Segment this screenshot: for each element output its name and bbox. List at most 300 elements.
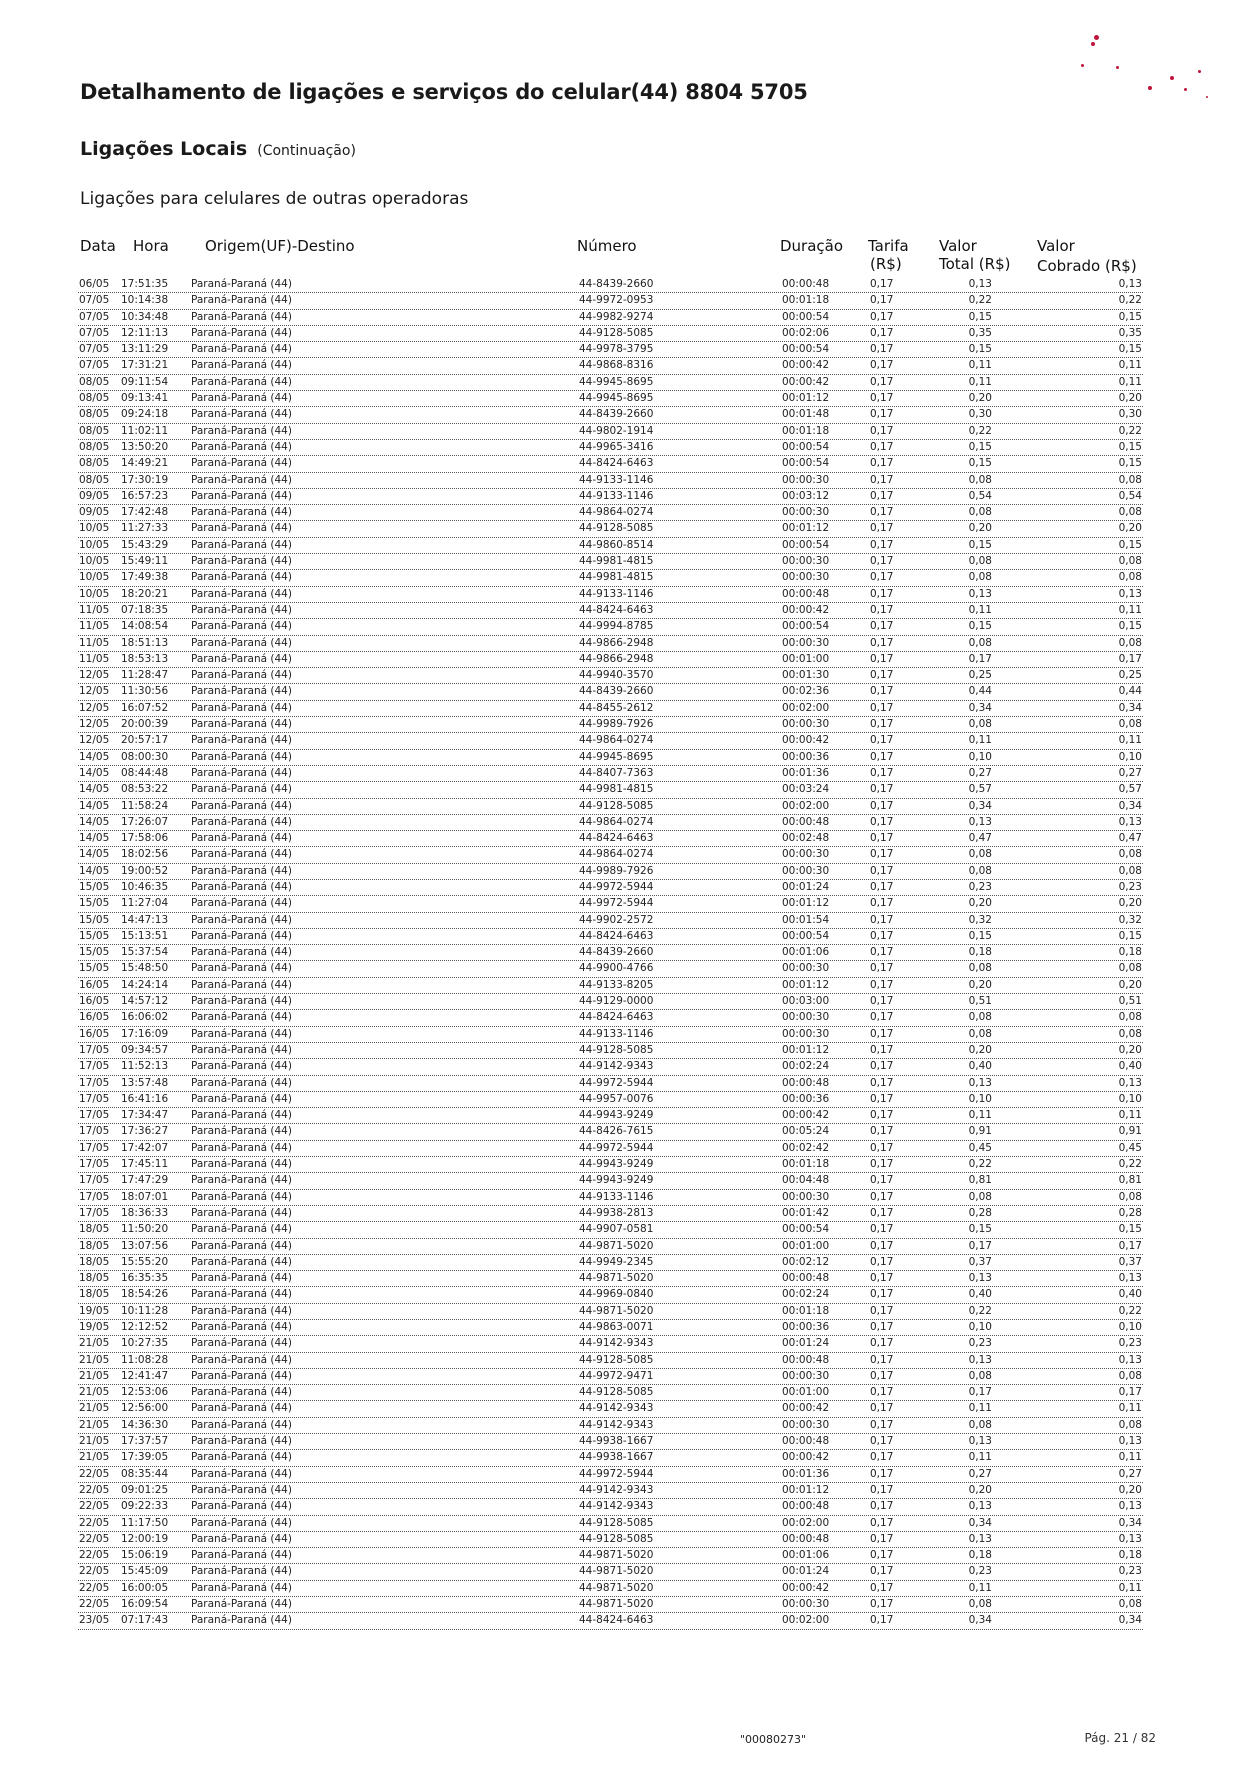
cell-tarifa: 0,17: [870, 1109, 894, 1122]
cell-tarifa: 0,17: [870, 848, 894, 861]
cell-data: 22/05: [79, 1516, 110, 1529]
cell-hora: 16:41:16: [121, 1092, 169, 1105]
cell-data: 21/05: [79, 1402, 110, 1415]
cell-origem-destino: Paraná-Paraná (44): [191, 978, 292, 991]
cell-origem-destino: Paraná-Paraná (44): [191, 587, 292, 600]
cell-data: 11/05: [79, 636, 110, 649]
cell-hora: 08:53:22: [121, 783, 169, 796]
cell-valor-total: 0,11: [968, 359, 992, 372]
table-row: [78, 424, 1143, 440]
cell-duracao: 00:01:42: [782, 1206, 830, 1219]
cell-duracao: 00:01:36: [782, 1467, 830, 1480]
cell-valor-total: 0,17: [968, 1386, 992, 1399]
cell-valor-total: 0,13: [968, 278, 992, 290]
cell-data: 23/05: [79, 1614, 110, 1627]
table-row: [78, 1418, 1143, 1434]
cell-valor-cobrado: 0,15: [1118, 343, 1142, 356]
cell-duracao: 00:00:30: [782, 1011, 830, 1024]
header-duracao: Duração: [780, 237, 844, 255]
cell-origem-destino: Paraná-Paraná (44): [191, 359, 292, 372]
cell-duracao: 00:00:48: [782, 587, 830, 600]
cell-data: 08/05: [79, 473, 110, 486]
cell-valor-cobrado: 0,15: [1118, 1223, 1142, 1236]
cell-origem-destino: Paraná-Paraná (44): [191, 538, 292, 551]
cell-numero: 44-9863-0071: [579, 1321, 654, 1333]
cell-numero: 44-9860-8514: [579, 538, 654, 551]
cell-valor-total: 0,08: [968, 962, 992, 975]
cell-data: 07/05: [79, 343, 110, 356]
cell-valor-total: 0,15: [968, 620, 992, 633]
cell-data: 16/05: [79, 1011, 110, 1024]
cell-valor-total: 0,10: [968, 1092, 992, 1105]
cell-data: 22/05: [79, 1581, 110, 1594]
cell-valor-cobrado: 0,13: [1118, 815, 1142, 828]
table-row: [78, 652, 1143, 668]
cell-data: 22/05: [79, 1565, 110, 1578]
cell-tarifa: 0,17: [870, 1435, 894, 1448]
cell-tarifa: 0,17: [870, 995, 894, 1008]
table-row: [78, 1369, 1143, 1385]
cell-numero: 44-9868-8316: [579, 359, 654, 372]
cell-duracao: 00:00:48: [782, 1500, 830, 1513]
cell-valor-total: 0,11: [968, 1581, 992, 1594]
cell-hora: 11:02:11: [121, 424, 169, 437]
cell-valor-cobrado: 0,08: [1118, 571, 1142, 584]
cell-numero: 44-9945-8695: [579, 392, 654, 405]
cell-numero: 44-8424-6463: [579, 1011, 654, 1024]
table-row: [78, 1076, 1143, 1092]
header-valor-cobrado: [1037, 237, 1137, 275]
table-row: [78, 945, 1143, 961]
cell-hora: 17:39:05: [121, 1451, 169, 1464]
cell-duracao: 00:01:24: [782, 880, 830, 893]
cell-duracao: 00:01:18: [782, 424, 830, 437]
cell-hora: 15:43:29: [121, 538, 169, 551]
cell-origem-destino: Paraná-Paraná (44): [191, 815, 292, 828]
cell-duracao: 00:00:30: [782, 473, 830, 486]
cell-data: 16/05: [79, 1027, 110, 1040]
cell-tarifa: 0,17: [870, 750, 894, 763]
cell-hora: 18:36:33: [121, 1206, 169, 1219]
cell-valor-cobrado: 0,20: [1118, 897, 1142, 910]
cell-valor-cobrado: 0,20: [1118, 522, 1142, 535]
cell-data: 08/05: [79, 424, 110, 437]
cell-tarifa: 0,17: [870, 571, 894, 584]
cell-tarifa: 0,17: [870, 1043, 894, 1056]
cell-duracao: 00:02:06: [782, 326, 830, 339]
cell-numero: 44-9972-0953: [579, 294, 654, 307]
cell-origem-destino: Paraná-Paraná (44): [191, 1109, 292, 1122]
cell-numero: 44-9133-8205: [579, 978, 654, 991]
cell-data: 17/05: [79, 1125, 110, 1138]
cell-valor-cobrado: 0,23: [1118, 1337, 1142, 1350]
cell-valor-cobrado: 0,11: [1118, 734, 1142, 747]
cell-duracao: 00:00:42: [782, 1109, 830, 1122]
cell-numero: 44-9900-4766: [579, 962, 654, 975]
cell-hora: 17:45:11: [121, 1158, 169, 1171]
cell-origem-destino: Paraná-Paraná (44): [191, 1369, 292, 1382]
cell-duracao: 00:00:42: [782, 1451, 830, 1464]
cell-valor-total: 0,30: [968, 408, 992, 421]
cell-origem-destino: Paraná-Paraná (44): [191, 506, 292, 519]
cell-origem-destino: Paraná-Paraná (44): [191, 1092, 292, 1105]
cell-numero: 44-9969-0840: [579, 1288, 654, 1301]
cell-tarifa: 0,17: [870, 1304, 894, 1317]
decorative-dot: [1206, 96, 1208, 98]
cell-valor-total: 0,91: [968, 1125, 992, 1138]
cell-numero: 44-8424-6463: [579, 929, 654, 942]
table-row: [78, 1255, 1143, 1271]
cell-valor-total: 0,22: [968, 1304, 992, 1317]
cell-tarifa: 0,17: [870, 734, 894, 747]
cell-valor-cobrado: 0,35: [1118, 326, 1142, 339]
cell-origem-destino: Paraná-Paraná (44): [191, 1141, 292, 1154]
cell-numero: 44-9945-8695: [579, 375, 654, 388]
cell-valor-total: 0,20: [968, 978, 992, 991]
cell-numero: 44-9981-4815: [579, 571, 654, 584]
header-valor-total-label: Valor: [939, 237, 977, 255]
table-row: [78, 1222, 1143, 1238]
cell-valor-total: 0,44: [968, 685, 992, 698]
table-row: [78, 1190, 1143, 1206]
table-row: [78, 1092, 1143, 1108]
cell-origem-destino: Paraná-Paraná (44): [191, 766, 292, 779]
cell-data: 15/05: [79, 946, 110, 959]
cell-duracao: 00:01:18: [782, 294, 830, 307]
cell-tarifa: 0,17: [870, 718, 894, 731]
cell-duracao: 00:00:42: [782, 1581, 830, 1594]
cell-duracao: 00:02:00: [782, 701, 830, 714]
cell-origem-destino: Paraná-Paraná (44): [191, 636, 292, 649]
cell-numero: 44-9128-5085: [579, 1353, 654, 1366]
cell-duracao: 00:02:12: [782, 1255, 830, 1268]
cell-valor-cobrado: 0,17: [1118, 1239, 1142, 1252]
cell-data: 22/05: [79, 1598, 110, 1611]
cell-duracao: 00:00:54: [782, 343, 830, 356]
cell-hora: 15:37:54: [121, 946, 169, 959]
cell-valor-total: 0,17: [968, 652, 992, 665]
table-row: [78, 1564, 1143, 1580]
cell-numero: 44-9142-9343: [579, 1418, 654, 1431]
table-row: [78, 636, 1143, 652]
cell-hora: 09:13:41: [121, 392, 169, 405]
cell-origem-destino: Paraná-Paraná (44): [191, 750, 292, 763]
cell-numero: 44-9133-1146: [579, 587, 654, 600]
cell-origem-destino: Paraná-Paraná (44): [191, 1549, 292, 1562]
cell-valor-cobrado: 0,08: [1118, 1027, 1142, 1040]
table-row: [78, 375, 1143, 391]
table-row: [78, 701, 1143, 717]
cell-data: 18/05: [79, 1255, 110, 1268]
cell-tarifa: 0,17: [870, 1174, 894, 1187]
cell-tarifa: 0,17: [870, 375, 894, 388]
cell-hora: 14:49:21: [121, 457, 169, 470]
cell-numero: 44-9142-9343: [579, 1337, 654, 1350]
cell-tarifa: 0,17: [870, 1011, 894, 1024]
cell-valor-total: 0,10: [968, 750, 992, 763]
cell-valor-total: 0,20: [968, 897, 992, 910]
cell-valor-cobrado: 0,08: [1118, 848, 1142, 861]
header-tarifa-unit: (R$): [870, 255, 902, 273]
table-row: [78, 456, 1143, 472]
calls-table: [78, 277, 1143, 1630]
cell-duracao: 00:00:48: [782, 1532, 830, 1545]
cell-data: 14/05: [79, 848, 110, 861]
cell-origem-destino: Paraná-Paraná (44): [191, 652, 292, 665]
cell-tarifa: 0,17: [870, 1239, 894, 1252]
cell-duracao: 00:00:48: [782, 815, 830, 828]
table-row: [78, 847, 1143, 863]
cell-valor-total: 0,13: [968, 1353, 992, 1366]
cell-duracao: 00:00:30: [782, 1027, 830, 1040]
cell-numero: 44-9972-5944: [579, 1141, 654, 1154]
cell-hora: 11:27:33: [121, 522, 169, 535]
cell-duracao: 00:03:00: [782, 995, 830, 1008]
table-row: [78, 717, 1143, 733]
cell-tarifa: 0,17: [870, 897, 894, 910]
cell-valor-total: 0,34: [968, 1516, 992, 1529]
cell-valor-total: 0,20: [968, 392, 992, 405]
cell-data: 08/05: [79, 440, 110, 453]
cell-hora: 17:30:19: [121, 473, 169, 486]
table-row: [78, 538, 1143, 554]
cell-numero: 44-9978-3795: [579, 343, 654, 356]
decorative-dot: [1198, 70, 1201, 73]
cell-data: 22/05: [79, 1549, 110, 1562]
cell-valor-total: 0,25: [968, 669, 992, 682]
cell-data: 15/05: [79, 897, 110, 910]
cell-duracao: 00:01:48: [782, 408, 830, 421]
table-row: [78, 277, 1143, 293]
cell-hora: 08:44:48: [121, 766, 169, 779]
cell-duracao: 00:00:30: [782, 1418, 830, 1431]
cell-origem-destino: Paraná-Paraná (44): [191, 1255, 292, 1268]
cell-hora: 16:07:52: [121, 701, 169, 714]
cell-valor-total: 0,13: [968, 587, 992, 600]
cell-tarifa: 0,17: [870, 1402, 894, 1415]
cell-data: 08/05: [79, 392, 110, 405]
cell-valor-total: 0,15: [968, 440, 992, 453]
cell-origem-destino: Paraná-Paraná (44): [191, 1190, 292, 1203]
cell-valor-total: 0,15: [968, 457, 992, 470]
cell-data: 14/05: [79, 783, 110, 796]
cell-data: 17/05: [79, 1043, 110, 1056]
cell-hora: 11:28:47: [121, 669, 169, 682]
cell-duracao: 00:01:06: [782, 946, 830, 959]
cell-duracao: 00:00:30: [782, 864, 830, 877]
cell-valor-cobrado: 0,18: [1118, 946, 1142, 959]
table-row: [78, 1206, 1143, 1222]
cell-numero: 44-8424-6463: [579, 457, 654, 470]
cell-origem-destino: Paraná-Paraná (44): [191, 1435, 292, 1448]
cell-valor-total: 0,08: [968, 1011, 992, 1024]
cell-tarifa: 0,17: [870, 278, 894, 290]
cell-valor-total: 0,13: [968, 1076, 992, 1089]
cell-data: 14/05: [79, 750, 110, 763]
cell-valor-total: 0,11: [968, 734, 992, 747]
cell-data: 11/05: [79, 652, 110, 665]
cell-valor-cobrado: 0,34: [1118, 1516, 1142, 1529]
cell-data: 22/05: [79, 1500, 110, 1513]
cell-tarifa: 0,17: [870, 294, 894, 307]
cell-valor-total: 0,18: [968, 1549, 992, 1562]
cell-tarifa: 0,17: [870, 1451, 894, 1464]
cell-duracao: 00:00:42: [782, 734, 830, 747]
cell-duracao: 00:01:12: [782, 1483, 830, 1496]
cell-valor-total: 0,34: [968, 1614, 992, 1627]
cell-valor-total: 0,10: [968, 1321, 992, 1333]
cell-valor-total: 0,15: [968, 343, 992, 356]
cell-numero: 44-9943-9249: [579, 1174, 654, 1187]
cell-valor-total: 0,34: [968, 799, 992, 812]
cell-duracao: 00:00:36: [782, 750, 830, 763]
table-row: [78, 1108, 1143, 1124]
cell-origem-destino: Paraná-Paraná (44): [191, 1223, 292, 1236]
cell-numero: 44-9972-5944: [579, 1076, 654, 1089]
cell-valor-cobrado: 0,15: [1118, 440, 1142, 453]
header-tarifa: [868, 237, 909, 273]
cell-valor-total: 0,11: [968, 1109, 992, 1122]
cell-valor-cobrado: 0,54: [1118, 489, 1142, 502]
cell-tarifa: 0,17: [870, 1516, 894, 1529]
cell-valor-total: 0,08: [968, 848, 992, 861]
cell-hora: 17:47:29: [121, 1174, 169, 1187]
cell-valor-cobrado: 0,25: [1118, 669, 1142, 682]
cell-duracao: 00:01:24: [782, 1565, 830, 1578]
cell-valor-cobrado: 0,40: [1118, 1060, 1142, 1073]
cell-data: 08/05: [79, 457, 110, 470]
cell-valor-cobrado: 0,08: [1118, 962, 1142, 975]
cell-tarifa: 0,17: [870, 620, 894, 633]
cell-valor-cobrado: 0,13: [1118, 1272, 1142, 1285]
cell-tarifa: 0,17: [870, 522, 894, 535]
cell-tarifa: 0,17: [870, 603, 894, 616]
decorative-dot: [1184, 88, 1187, 91]
cell-duracao: 00:00:42: [782, 375, 830, 388]
table-row: [78, 521, 1143, 537]
cell-origem-destino: Paraná-Paraná (44): [191, 1174, 292, 1187]
cell-hora: 20:57:17: [121, 734, 169, 747]
table-row: [78, 310, 1143, 326]
cell-data: 16/05: [79, 995, 110, 1008]
table-row: [78, 1043, 1143, 1059]
cell-valor-total: 0,23: [968, 1565, 992, 1578]
cell-origem-destino: Paraná-Paraná (44): [191, 1011, 292, 1024]
cell-valor-cobrado: 0,57: [1118, 783, 1142, 796]
cell-hora: 15:48:50: [121, 962, 169, 975]
cell-numero: 44-9972-5944: [579, 1467, 654, 1480]
cell-origem-destino: Paraná-Paraná (44): [191, 326, 292, 339]
cell-valor-total: 0,18: [968, 946, 992, 959]
cell-valor-cobrado: 0,13: [1118, 587, 1142, 600]
cell-duracao: 00:01:12: [782, 978, 830, 991]
cell-hora: 10:34:48: [121, 310, 169, 323]
cell-valor-total: 0,23: [968, 880, 992, 893]
cell-data: 10/05: [79, 555, 110, 568]
cell-valor-cobrado: 0,15: [1118, 457, 1142, 470]
cell-tarifa: 0,17: [870, 1614, 894, 1627]
cell-tarifa: 0,17: [870, 1076, 894, 1089]
cell-valor-cobrado: 0,13: [1118, 1353, 1142, 1366]
cell-tarifa: 0,17: [870, 1255, 894, 1268]
cell-valor-cobrado: 0,11: [1118, 1109, 1142, 1122]
cell-hora: 09:34:57: [121, 1043, 169, 1056]
cell-origem-destino: Paraná-Paraná (44): [191, 913, 292, 926]
table-row: [78, 1304, 1143, 1320]
cell-valor-total: 0,40: [968, 1060, 992, 1073]
cell-duracao: 00:00:30: [782, 571, 830, 584]
cell-valor-cobrado: 0,22: [1118, 1304, 1142, 1317]
cell-origem-destino: Paraná-Paraná (44): [191, 555, 292, 568]
cell-origem-destino: Paraná-Paraná (44): [191, 522, 292, 535]
cell-origem-destino: Paraná-Paraná (44): [191, 1565, 292, 1578]
cell-numero: 44-9128-5085: [579, 1043, 654, 1056]
cell-duracao: 00:00:30: [782, 1598, 830, 1611]
table-row: [78, 1532, 1143, 1548]
cell-tarifa: 0,17: [870, 685, 894, 698]
cell-valor-cobrado: 0,08: [1118, 1369, 1142, 1382]
cell-origem-destino: Paraná-Paraná (44): [191, 1516, 292, 1529]
cell-tarifa: 0,17: [870, 1581, 894, 1594]
cell-valor-cobrado: 0,32: [1118, 913, 1142, 926]
section-subtitle: (Continuação): [257, 143, 356, 159]
cell-hora: 11:08:28: [121, 1353, 169, 1366]
cell-valor-total: 0,27: [968, 766, 992, 779]
cell-origem-destino: Paraná-Paraná (44): [191, 1043, 292, 1056]
cell-valor-cobrado: 0,51: [1118, 995, 1142, 1008]
cell-duracao: 00:00:54: [782, 457, 830, 470]
cell-hora: 12:41:47: [121, 1369, 169, 1382]
cell-numero: 44-9972-5944: [579, 880, 654, 893]
cell-duracao: 00:00:54: [782, 1223, 830, 1236]
cell-valor-total: 0,08: [968, 864, 992, 877]
section-title-text: Ligações Locais: [80, 138, 248, 160]
cell-valor-total: 0,27: [968, 1467, 992, 1480]
table-row: [78, 929, 1143, 945]
cell-tarifa: 0,17: [870, 1321, 894, 1333]
cell-hora: 17:51:35: [121, 278, 169, 290]
cell-valor-cobrado: 0,11: [1118, 375, 1142, 388]
cell-origem-destino: Paraná-Paraná (44): [191, 1158, 292, 1171]
cell-origem-destino: Paraná-Paraná (44): [191, 1451, 292, 1464]
cell-numero: 44-9128-5085: [579, 1516, 654, 1529]
cell-numero: 44-9864-0274: [579, 848, 654, 861]
table-row: [78, 1385, 1143, 1401]
cell-numero: 44-8426-7615: [579, 1125, 654, 1138]
cell-hora: 09:24:18: [121, 408, 169, 421]
cell-duracao: 00:00:36: [782, 1321, 830, 1333]
cell-data: 10/05: [79, 587, 110, 600]
cell-hora: 20:00:39: [121, 718, 169, 731]
cell-duracao: 00:04:48: [782, 1174, 830, 1187]
cell-data: 15/05: [79, 880, 110, 893]
cell-numero: 44-9981-4815: [579, 555, 654, 568]
cell-data: 17/05: [79, 1076, 110, 1089]
cell-valor-cobrado: 0,11: [1118, 1581, 1142, 1594]
cell-hora: 12:11:13: [121, 326, 169, 339]
cell-origem-destino: Paraná-Paraná (44): [191, 701, 292, 714]
decorative-dot: [1148, 86, 1152, 90]
cell-valor-cobrado: 0,20: [1118, 1043, 1142, 1056]
decorative-dots: [1076, 30, 1206, 110]
cell-origem-destino: Paraná-Paraná (44): [191, 1304, 292, 1317]
cell-numero: 44-9871-5020: [579, 1565, 654, 1578]
table-row: [78, 505, 1143, 521]
cell-data: 21/05: [79, 1353, 110, 1366]
table-row: [78, 831, 1143, 847]
cell-duracao: 00:02:42: [782, 1141, 830, 1154]
cell-data: 18/05: [79, 1288, 110, 1301]
